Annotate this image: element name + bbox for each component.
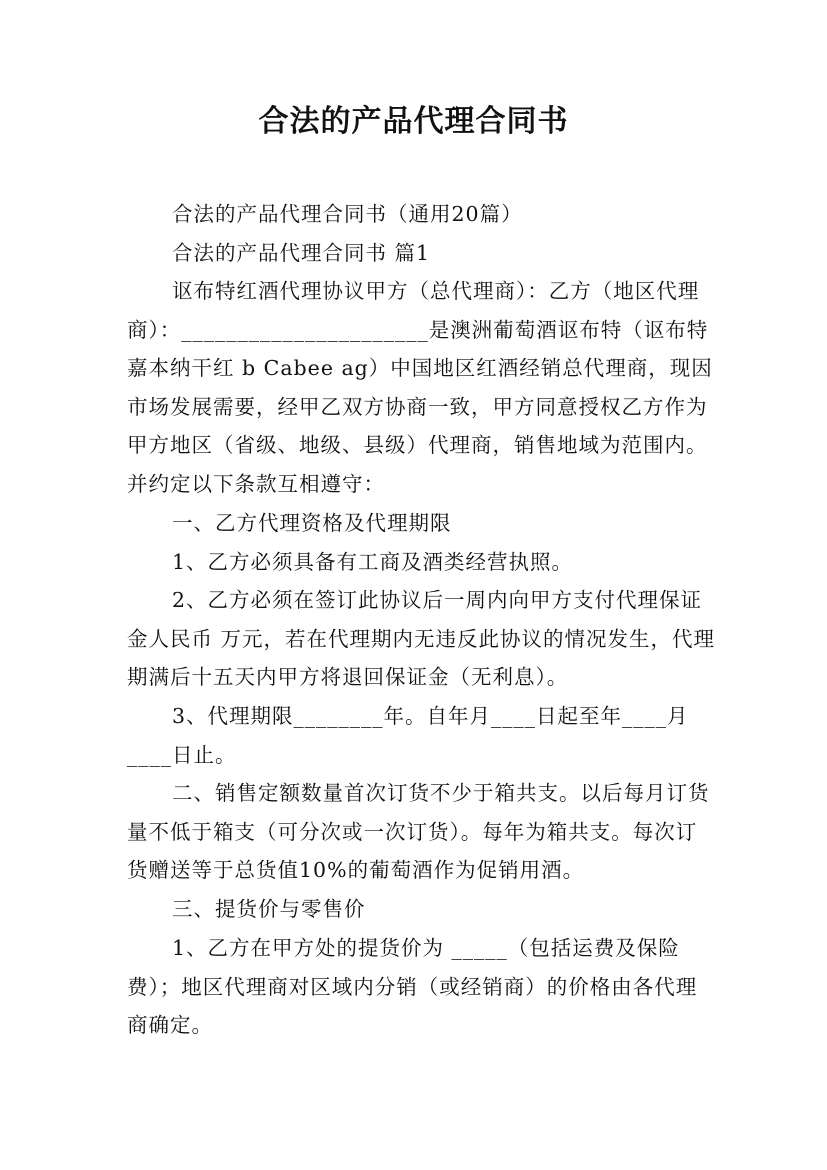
clause-heading-3: 三、提货价与零售价 (172, 897, 366, 921)
clause-heading-1: 一、乙方代理资格及代理期限 (172, 511, 452, 535)
clause-3-1: 1、乙方在甲方处的提货价为 _____（包括运费及保险费）；地区代理商对区域内分销（或经销商）的价格由各代理商确定。 (127, 936, 698, 1038)
clause-1-2: 2、乙方必须在签订此协议后一周内向甲方支付代理保证金人民币 万元，若在代理期内无违反此协议的情况发生，代理期满后十五天内甲方将退回保证金（无利息）。 (127, 588, 716, 690)
clause-1-1: 1、乙方必须具备有工商及酒类经营执照。 (172, 550, 574, 574)
document-subtitle: 合法的产品代理合同书（通用20篇） (172, 202, 523, 226)
clause-1-3: 3、代理期限________年。自年月____日起至年____月____日止。 (127, 704, 689, 767)
document-title: 合法的产品代理合同书 (258, 104, 569, 139)
intro-paragraph: 讴布特红酒代理协议甲方（总代理商）：乙方（地区代理商）：______________________是澳洲葡萄酒讴布特（讴布特嘉本纳干红 b Cabee ag）中国地区红酒经销总代理商，现因市场发展需要，经甲乙双方协商一致，甲方同意授权乙方作为甲方地区（省级、地级、县级）代理商，销售地域为范围内。并约定以下条款互相遵守： (127, 279, 713, 496)
section-heading: 合法的产品代理合同书 篇1 (172, 241, 431, 265)
clause-2: 二、销售定额数量首次订货不少于箱共支。以后每月订货量不低于箱支（可分次或一次订货）。每年为箱共支。每次订货赠送等于总货值10%的葡萄酒作为促销用酒。 (127, 781, 710, 883)
